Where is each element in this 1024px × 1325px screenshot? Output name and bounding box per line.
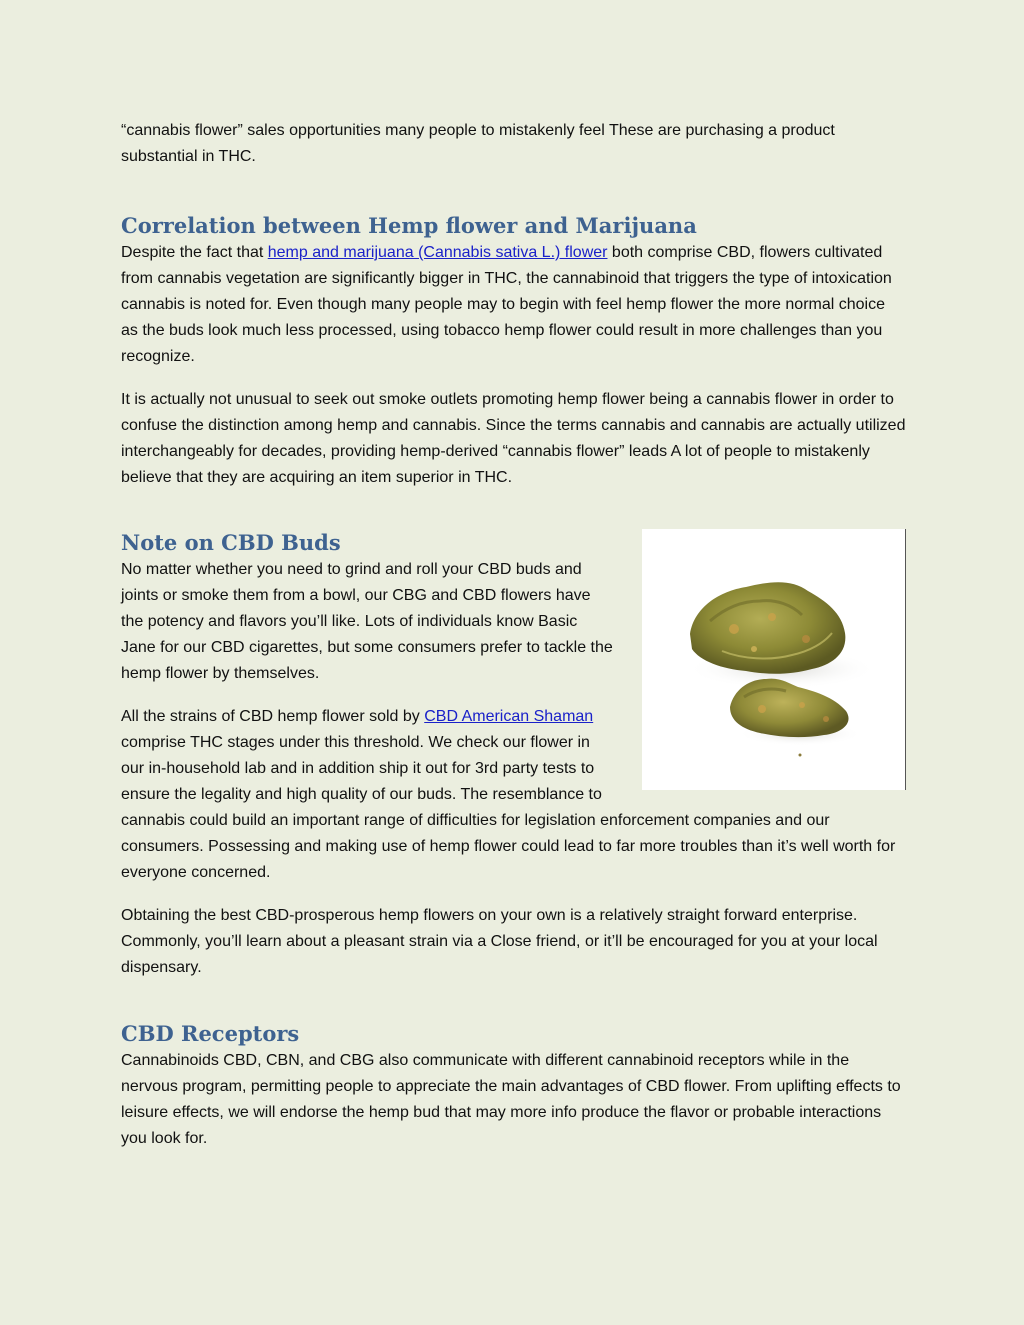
cbd-buds-paragraph-1: No matter whether you need to grind and roll your CBD buds and joints or smoke them from a bowl, our CBG and CBD flowers have the potency and flavors you’ll like. Lots of individuals know Basic Jane for our CBD cigarettes, but some consumers prefer to tackle the hemp flower by themselves. <box>121 561 613 682</box>
hemp-buds-icon <box>642 529 905 790</box>
hemp-marijuana-link[interactable]: hemp and marijuana (Cannabis sativa L.) flower <box>267 244 608 261</box>
cbd-buds-text-end: comprise THC stages under this threshold. We check our flower in our in-household lab and in addition ship it out for 3rd party tests to ensure the legality and high quality of our buds. The resemblance to cannabis could build an important range of difficulties for legislation enforcement companies and our consumers. Possessing and making use of hemp flower could lead to far more troubles than it’s well worth for everyone concerned. <box>121 734 896 881</box>
correlation-text-start: Despite the fact that <box>121 244 268 261</box>
cbd-american-shaman-link[interactable]: CBD American Shaman <box>424 708 594 725</box>
cbd-buds-paragraph-3: Obtaining the best CBD-prosperous hemp flowers on your own is a relatively straight forward enterprise. Commonly, you’ll learn about a pleasant strain via a Close friend, or it’ll be encouraged for you at your local dispensary. <box>121 907 878 976</box>
cbd-buds-text-start: All the strains of CBD hemp flower sold by <box>121 708 425 725</box>
section-heading-cbd-buds: Note on CBD Buds <box>121 530 341 555</box>
cbd-buds-section <box>121 529 906 981</box>
section-heading-correlation: Correlation between Hemp flower and Marijuana <box>121 213 697 238</box>
correlation-paragraph-2: It is actually not unusual to seek out smoke outlets promoting hemp flower being a cannabis flower in order to confuse the distinction among hemp and cannabis. Since the terms cannabis and cannabis are actually utilized interchangeably for decades, providing hemp-derived “cannabis flower” leads A lot of people to mistakenly believe that they are acquiring an item superior in THC. <box>121 391 906 486</box>
document-page <box>121 118 906 1152</box>
correlation-paragraph-1 <box>121 240 906 370</box>
correlation-text-end: both comprise CBD, flowers cultivated from cannabis vegetation are significantly bigger in THC, the cannabinoid that triggers the type of intoxication cannabis is noted for. Even though many people may to begin with feel hemp flower the more normal choice as the buds look much less processed, using tobacco hemp flower could result in more challenges than you recognize. <box>121 244 892 365</box>
cbd-buds-image <box>642 529 906 790</box>
intro-paragraph: “cannabis flower” sales opportunities many people to mistakenly feel These are purchasing a product substantial in THC. <box>121 122 835 165</box>
section-heading-cbd-receptors: CBD Receptors <box>121 1021 300 1046</box>
cbd-receptors-paragraph: Cannabinoids CBD, CBN, and CBG also communicate with different cannabinoid receptors while in the nervous program, permitting people to appreciate the main advantages of CBD flower. From uplifting effects to leisure effects, we will endorse the hemp bud that may more info produce the flavor or probable interactions you look for. <box>121 1052 901 1147</box>
